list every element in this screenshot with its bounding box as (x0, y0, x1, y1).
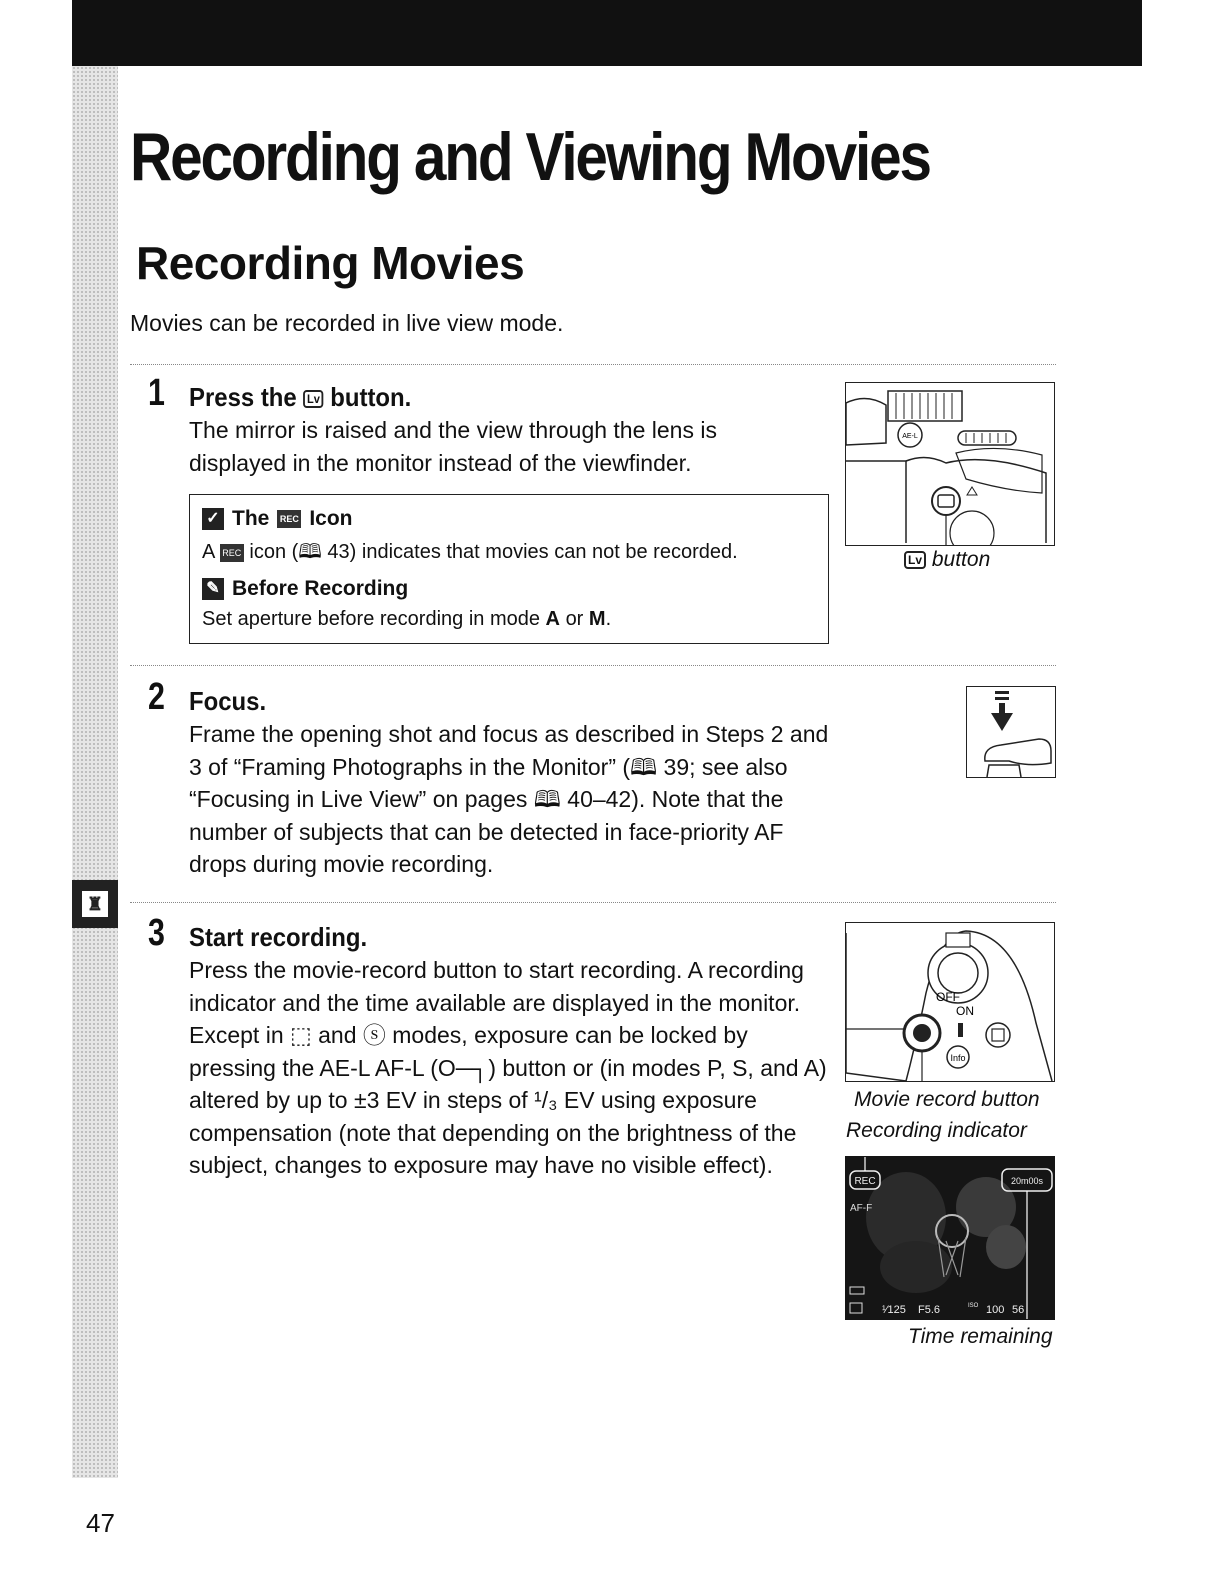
monitor-display (846, 1157, 1055, 1320)
iso-label: ISO (968, 1303, 979, 1309)
movie-record-button-caption: Movie record button (854, 1088, 1040, 1111)
note-2-title: ✎ Before Recording (202, 577, 408, 601)
shutter-speed-readout: ¹⁄125 (882, 1304, 906, 1316)
divider (130, 902, 1056, 903)
note-2-text: Set aperture before recording in mode A or M. (202, 608, 612, 630)
step-1-body: The mirror is raised and the view through the lens is displayed in the monitor instead of the viewfinder. (189, 417, 717, 476)
time-remaining-readout: 20m00s (1010, 1176, 1044, 1186)
step-1-title: Press the Lv button. (189, 382, 412, 412)
top-dial-drawing (846, 923, 1055, 1082)
camera-back-drawing (846, 383, 1055, 546)
dial-on-label: ON (956, 1004, 974, 1018)
rec-prohibited-icon: REC (220, 544, 244, 562)
note-1-text: A REC icon (🕮 43) indicates that movies can not be recorded. (202, 541, 738, 563)
dial-off-label: OFF (936, 990, 960, 1004)
af-mode-readout: AF-F (850, 1203, 873, 1214)
step-3-number: 3 (148, 912, 165, 954)
note-1-title: ✓ The REC Icon (202, 507, 353, 531)
step-2-number: 2 (148, 676, 165, 718)
section-title: Recording Movies (136, 237, 525, 289)
svg-text:AE-L: AE-L (902, 433, 918, 440)
side-margin-pattern (72, 66, 118, 1478)
page-number: 47 (86, 1508, 115, 1538)
lv-button-caption: Lv button (904, 548, 990, 572)
monitor-display-figure (845, 1156, 1055, 1320)
camera-back-figure (845, 382, 1055, 546)
recording-indicator-caption: Recording indicator (846, 1119, 1027, 1142)
page-title: Recording and Viewing Movies (130, 119, 930, 195)
step-2-body: Frame the opening shot and focus as described in Steps 2 and 3 of “Framing Photographs in the Monitor” (🕮 39; see also “Focusing in Live View” on pages 🕮 40–42). Note that the number of subjects that can be detected in face-priority AF drops during movie recording. (189, 721, 829, 877)
rec-prohibited-icon: REC (277, 510, 301, 528)
shutter-press-figure (966, 686, 1056, 778)
step-1-number: 1 (148, 372, 165, 414)
lv-icon: Lv (303, 390, 323, 408)
check-icon: ✓ (202, 508, 224, 530)
divider (130, 364, 1056, 365)
half-press-shutter-drawing (967, 687, 1056, 778)
intro-text: Movies can be recorded in live view mode. (130, 310, 564, 336)
movie-camera-icon: ♜ (82, 891, 108, 917)
chapter-tab (72, 880, 118, 928)
pencil-icon: ✎ (202, 578, 224, 600)
shots-remaining-readout: 56 (1012, 1304, 1025, 1316)
step-2-title: Focus. (189, 686, 267, 716)
time-remaining-caption: Time remaining (908, 1325, 1053, 1348)
movie-button-figure (845, 922, 1055, 1082)
aperture-readout: F5.6 (918, 1304, 941, 1316)
info-button-label: Info (950, 1053, 966, 1063)
iso-readout: 100 (986, 1304, 1005, 1316)
step-3-title: Start recording. (189, 922, 368, 952)
note-box (189, 494, 829, 644)
divider (130, 665, 1056, 666)
lv-icon: Lv (904, 551, 926, 569)
rec-indicator: REC (854, 1176, 876, 1187)
step-3-body: Press the movie-record button to start recording. A recording indicator and the time available are displayed in the monitor. Except in ⬚ and ⓢ modes, exposure can be locked by pressing the AE-L AF-L (O─┐) button or (in modes P, S, and A) altered by up to ±3 EV in steps of ¹/₃ EV using exposure compensation (note that depending on the brightness of the subject, changes to exposure may have no visible effect). (189, 957, 827, 1178)
header-bar (72, 0, 1142, 66)
